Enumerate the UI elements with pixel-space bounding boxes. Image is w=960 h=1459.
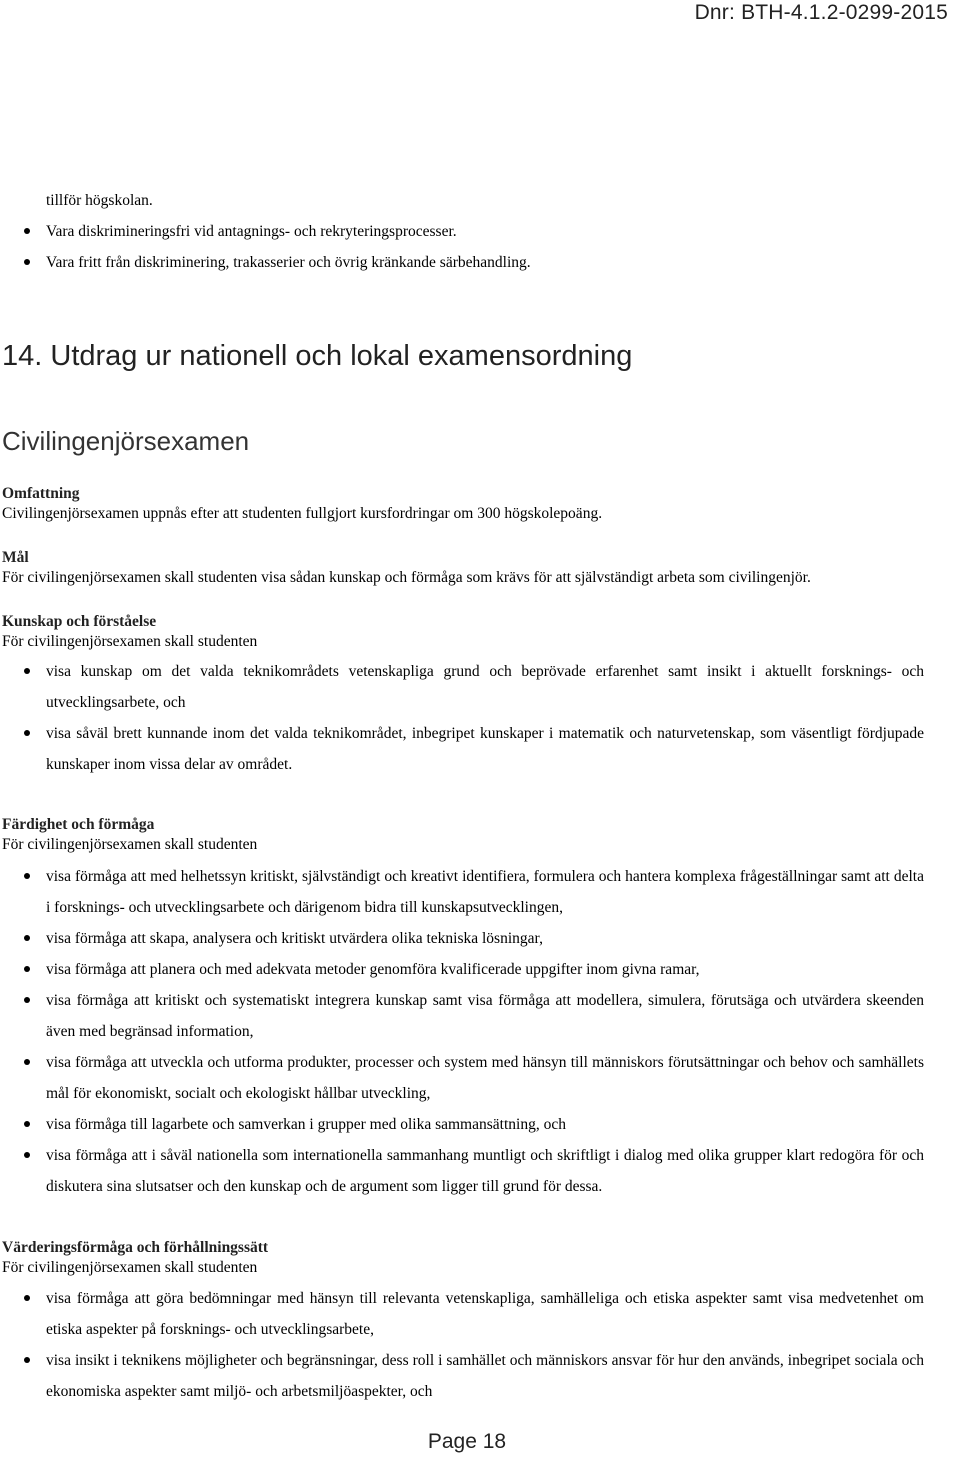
- list-item: visa såväl brett kunnande inom det valda teknikområdet, inbegripet kunskaper i matematik och naturvetenskap, som väsentligt fördjupade kunskaper inom vissa delar av området.: [0, 718, 960, 780]
- page-number: Page 18: [427, 1430, 507, 1453]
- section-text: Civilingenjörsexamen uppnås efter att studenten fullgjort kursfordringar om 300 högskolepoäng.: [2, 505, 603, 522]
- list-item: visa förmåga att skapa, analysera och kritiskt utvärdera olika tekniska lösningar,: [0, 923, 960, 954]
- list-continuation: tillför högskolan.: [46, 192, 153, 209]
- section-label: Kunskap och förståelse: [2, 613, 157, 630]
- list-item: Vara fritt från diskriminering, trakasserier och övrig kränkande särbehandling.: [0, 247, 960, 278]
- list-item: visa förmåga att i såväl nationella som internationella sammanhang muntligt och skriftligt i dialog med olika grupper klart redogöra för och diskutera sina slutsatser och den kunskap och de argument som ligger till grund för dessa.: [0, 1140, 960, 1202]
- section-label: Färdighet och förmåga: [2, 816, 155, 833]
- section-label: Värderingsförmåga och förhållningssätt: [2, 1239, 269, 1256]
- list-item: visa förmåga till lagarbete och samverkan i grupper med olika sammansättning, och: [0, 1109, 960, 1140]
- top-bullet-list: [0, 216, 960, 278]
- list-item: visa förmåga att kritiskt och systematiskt integrera kunskap samt visa förmåga att modellera, simulera, förutsäga och utvärdera skeenden även med begränsad information,: [0, 985, 960, 1047]
- fardighet-list-section: [0, 861, 960, 1202]
- kunskap-heading: [2, 612, 952, 652]
- vardering-list-section: [0, 1283, 960, 1407]
- list-item: visa förmåga att göra bedömningar med hänsyn till relevanta vetenskapliga, samhälleliga och etiska aspekter samt visa medvetenhet om etiska aspekter på forsknings- och utvecklingsarbete,: [0, 1283, 960, 1345]
- fardighet-bullet-list: [0, 861, 960, 1202]
- list-item: Vara diskrimineringsfri vid antagnings- och rekryteringsprocesser.: [0, 216, 960, 247]
- vardering-heading: [2, 1238, 952, 1278]
- omfattning-section: [2, 484, 952, 524]
- section-intro: För civilingenjörsexamen skall studenten: [2, 836, 258, 853]
- list-item: visa insikt i teknikens möjligheter och begränsningar, dess roll i samhället och människors ansvar för hur den används, inbegripet sociala och ekonomiska aspekter samt miljö- och arbetsmiljöaspekter, och: [0, 1345, 960, 1407]
- section-intro: För civilingenjörsexamen skall studenten: [2, 1259, 258, 1276]
- document-number: Dnr: BTH-4.1.2-0299-2015: [694, 1, 948, 24]
- section-text: För civilingenjörsexamen skall studenten visa sådan kunskap och förmåga som krävs för att självständigt arbeta som civilingenjör.: [2, 569, 811, 586]
- kunskap-bullet-list: [0, 656, 960, 780]
- top-list-section: [0, 185, 960, 278]
- mal-section: [2, 548, 952, 588]
- chapter-heading: 14. Utdrag ur nationell och lokal examensordning: [2, 340, 633, 372]
- list-item: visa förmåga att med helhetssyn kritiskt, självständigt och kreativt identifiera, formulera och hantera komplexa frågeställningar samt att delta i forsknings- och utvecklingsarbete och därigenom bidra till kunskapsutvecklingen,: [0, 861, 960, 923]
- list-item: visa förmåga att utveckla och utforma produkter, processer och system med hänsyn till människors förutsättningar och behov och samhällets mål för ekonomiskt, socialt och ekologiskt hållbar utveckling,: [0, 1047, 960, 1109]
- section-label: Mål: [2, 549, 29, 566]
- section-label: Omfattning: [2, 485, 80, 502]
- list-item: visa kunskap om det valda teknikområdets vetenskapliga grund och beprövade erfarenhet samt insikt i aktuellt forsknings- och utvecklingsarbete, och: [0, 656, 960, 718]
- fardighet-heading: [2, 815, 952, 855]
- section-intro: För civilingenjörsexamen skall studenten: [2, 633, 258, 650]
- kunskap-list-section: [0, 656, 960, 780]
- list-item: visa förmåga att planera och med adekvata metoder genomföra kvalificerade uppgifter inom givna ramar,: [0, 954, 960, 985]
- vardering-bullet-list: [0, 1283, 960, 1407]
- exam-heading: Civilingenjörsexamen: [2, 426, 250, 456]
